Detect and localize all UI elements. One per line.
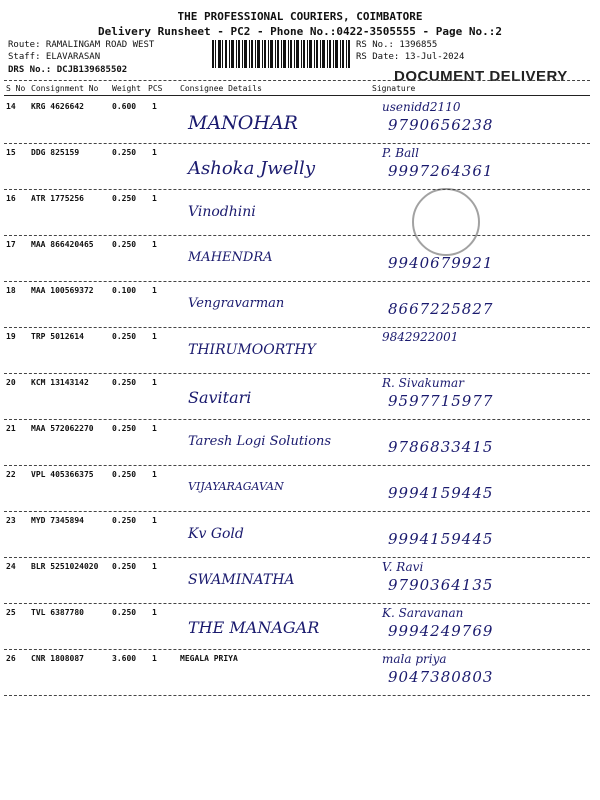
signature-phone: 9790364135 — [388, 576, 494, 594]
pcs-cell: 1 — [152, 562, 157, 571]
consignment-cell: MAA 866420465 — [31, 240, 94, 249]
table-row — [0, 236, 600, 282]
drs-text: DRS No.: DCJB139685502 — [8, 65, 128, 75]
col-header-consignment: Consignment No — [31, 84, 99, 93]
pcs-cell: 1 — [152, 286, 157, 295]
consignee-cell: SWAMINATHA — [188, 572, 295, 588]
sno-cell: 22 — [6, 470, 16, 479]
signature-phone: 9994159445 — [388, 530, 494, 548]
consignment-cell: KCM 13143142 — [31, 378, 89, 387]
weight-cell: 3.600 — [112, 654, 137, 663]
weight-cell: 0.600 — [112, 102, 137, 111]
pcs-cell: 1 — [152, 378, 157, 387]
route-text: Route: RAMALINGAM ROAD WEST — [8, 40, 155, 50]
consignee-cell: MANOHAR — [188, 112, 298, 134]
signature-cell: 9842922001 — [382, 330, 459, 344]
col-header-weight: Weight — [112, 84, 141, 93]
consignee-cell: Vinodhini — [188, 204, 256, 220]
table-row — [0, 98, 600, 144]
consignment-cell: DDG 825159 — [31, 148, 80, 157]
weight-cell: 0.250 — [112, 332, 137, 341]
table-row — [0, 650, 600, 696]
consignee-cell: THIRUMOORTHY — [188, 342, 316, 358]
pcs-cell: 1 — [152, 332, 157, 341]
signature-cell: usenidd2110 — [382, 100, 461, 114]
consignee-cell: THE MANAGAR — [188, 618, 320, 637]
row-divider — [4, 695, 590, 696]
consignee-cell: Vengravarman — [188, 296, 285, 311]
weight-cell: 0.250 — [112, 378, 137, 387]
table-row — [0, 328, 600, 374]
barcode-image — [212, 40, 350, 68]
pcs-cell: 1 — [152, 654, 157, 663]
consignee-cell: Taresh Logi Solutions — [188, 434, 332, 449]
sno-cell: 14 — [6, 102, 16, 111]
consignment-cell: MAA 100569372 — [31, 286, 94, 295]
col-header-sno: S No — [6, 84, 26, 93]
rs-no-text: RS No.: 1396855 — [356, 40, 438, 50]
table-row — [0, 512, 600, 558]
signature-cell: P. Ball — [382, 146, 419, 160]
table-row — [0, 144, 600, 190]
table-row — [0, 190, 600, 236]
sno-cell: 25 — [6, 608, 16, 617]
consignment-cell: KRG 4626642 — [31, 102, 84, 111]
staff-text: Staff: ELAVARASAN — [8, 52, 101, 62]
col-header-consignee: Consignee Details — [180, 84, 262, 93]
sno-cell: 19 — [6, 332, 16, 341]
weight-cell: 0.250 — [112, 516, 137, 525]
weight-cell: 0.250 — [112, 424, 137, 433]
header-bottom-rule — [4, 95, 590, 96]
consignee-cell: MAHENDRA — [188, 250, 273, 265]
consignment-cell: TRP 5012614 — [31, 332, 84, 341]
signature-phone: 9047380803 — [388, 668, 494, 686]
weight-cell: 0.250 — [112, 194, 137, 203]
consignee-cell: MEGALA PRIYA — [180, 654, 238, 663]
sno-cell: 26 — [6, 654, 16, 663]
consignment-cell: MYD 7345894 — [31, 516, 84, 525]
sno-cell: 23 — [6, 516, 16, 525]
weight-cell: 0.250 — [112, 240, 137, 249]
sno-cell: 16 — [6, 194, 16, 203]
sno-cell: 15 — [6, 148, 16, 157]
signature-phone: 9994159445 — [388, 484, 494, 502]
signature-phone: 9786833415 — [388, 438, 494, 456]
consignee-cell: Kv Gold — [188, 526, 244, 542]
consignment-cell: ATR 1775256 — [31, 194, 84, 203]
weight-cell: 0.250 — [112, 562, 137, 571]
pcs-cell: 1 — [152, 424, 157, 433]
consignment-cell: CNR 1808087 — [31, 654, 84, 663]
consignment-cell: TVL 6387780 — [31, 608, 84, 617]
col-header-pcs: PCS — [148, 84, 163, 93]
sno-cell: 17 — [6, 240, 16, 249]
consignment-cell: VPL 405366375 — [31, 470, 94, 479]
pcs-cell: 1 — [152, 148, 157, 157]
consignee-cell: Savitari — [188, 388, 252, 407]
consignment-cell: MAA 572062270 — [31, 424, 94, 433]
pcs-cell: 1 — [152, 102, 157, 111]
pcs-cell: 1 — [152, 516, 157, 525]
sno-cell: 18 — [6, 286, 16, 295]
signature-phone: 8667225827 — [388, 300, 494, 318]
signature-phone: 9940679921 — [388, 254, 494, 272]
header-top-rule — [4, 80, 590, 81]
table-row — [0, 558, 600, 604]
table-row — [0, 420, 600, 466]
consignment-cell: BLR 5251024020 — [31, 562, 99, 571]
weight-cell: 0.250 — [112, 608, 137, 617]
rs-date-text: RS Date: 13-Jul-2024 — [356, 52, 465, 62]
pcs-cell: 1 — [152, 608, 157, 617]
signature-phone: 9994249769 — [388, 622, 494, 640]
weight-cell: 0.250 — [112, 470, 137, 479]
pcs-cell: 1 — [152, 470, 157, 479]
signature-cell: R. Sivakumar — [382, 376, 464, 390]
col-header-signature: Signature — [372, 84, 416, 93]
consignee-cell: VIJAYARAGAVAN — [188, 480, 284, 493]
table-row — [0, 374, 600, 420]
consignee-cell: Ashoka Jwelly — [188, 158, 315, 179]
weight-cell: 0.250 — [112, 148, 137, 157]
signature-cell: K. Saravanan — [382, 606, 464, 620]
company-title: THE PROFESSIONAL COURIERS, COIMBATORE — [177, 10, 423, 23]
signature-cell: V. Ravi — [382, 560, 424, 574]
weight-cell: 0.100 — [112, 286, 137, 295]
table-row — [0, 466, 600, 512]
signature-cell: mala priya — [382, 652, 447, 666]
sno-cell: 20 — [6, 378, 16, 387]
signature-phone: 9997264361 — [388, 162, 494, 180]
table-row — [0, 604, 600, 650]
signature-phone: 9597715977 — [388, 392, 494, 410]
pcs-cell: 1 — [152, 240, 157, 249]
pcs-cell: 1 — [152, 194, 157, 203]
document-delivery-stamp: DOCUMENT DELIVERY — [394, 68, 568, 85]
sno-cell: 21 — [6, 424, 16, 433]
runsheet-title: Delivery Runsheet - PC2 - Phone No.:0422-3505555 - Page No.:2 — [98, 25, 502, 38]
sno-cell: 24 — [6, 562, 16, 571]
table-row — [0, 282, 600, 328]
signature-phone: 9790656238 — [388, 116, 494, 134]
